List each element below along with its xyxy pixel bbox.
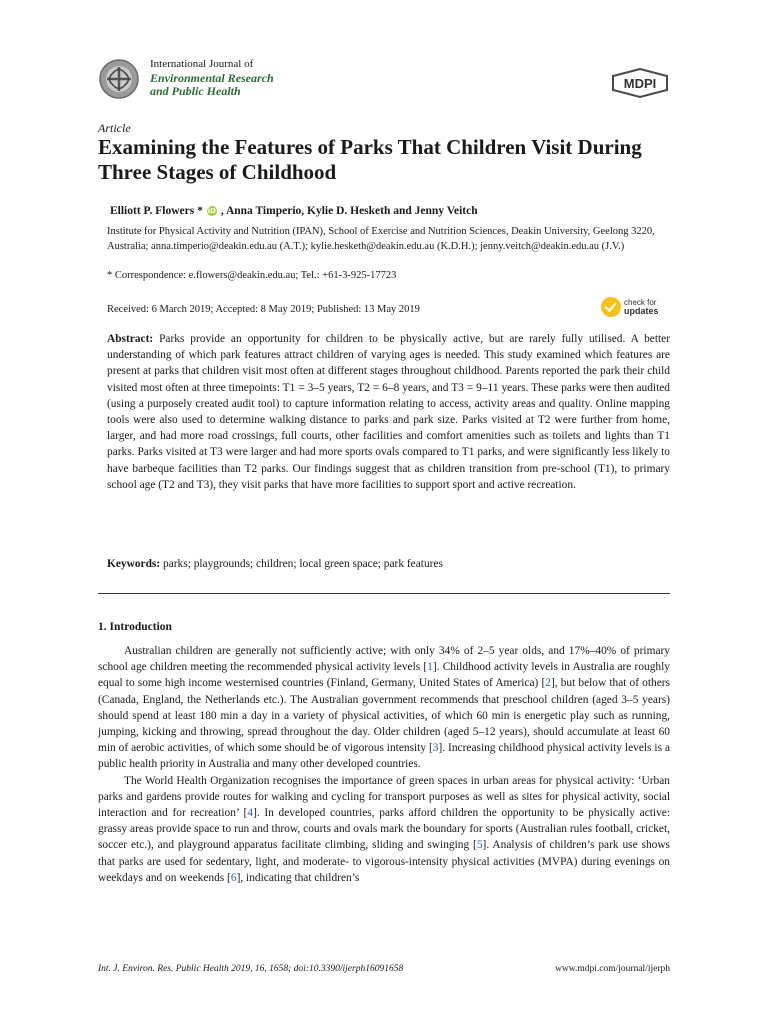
publisher-name: MDPI — [623, 76, 657, 91]
article-title: Examining the Features of Parks That Children Visit During Three Stages of Childhood — [98, 135, 642, 184]
paragraph-text: ], indicating that children’s — [236, 871, 360, 884]
keywords-label: Keywords: — [107, 558, 161, 570]
paragraph-text: ]. Increasing childhood physical activity levels is a public health priority in Australia and many other developed countries. — [98, 742, 670, 771]
orcid-icon[interactable]: iD — [207, 207, 216, 215]
paragraph-text: Australian children are generally not sufficiently active; with only 34% of 2–5 year olds, and 17%–40% of primary school age children meeting the recommended physical activity levels [ — [98, 645, 670, 674]
abstract-text: Parks provide an opportunity for children to be physically active, but are rarely fully utilised. A better understanding of which park features attract children of varying ages is needed. This study examined which features are present at parks that children visit most often at different stages throughout childhood. Parents reported the park their child visited most often at three timepoints: T1 = 3–5 years, T2 = 6–8 years, and T3 = 9–11 years. These parks were then audited (using a purposely created audit tool) to capture information relating to access, activity areas and quality. Online mapping tools were also used to determine walking distance to parks and park size. Parks visited at T2 were further from home, larger, and had more road crossings, full courts, other facilities and comfort amenities such as toilets and lights than T1 parks. Parks visited at T3 were larger and had more sports ovals compared to T1 parks, and were significantly less likely to have barbeque facilities than T2 parks. Our findings suggest that as children transition from pre-school (T1), to primary school age (T2 and T3), they visit parks that have more facilities to support sport and active recreation. — [107, 333, 670, 491]
citation-link[interactable]: 6 — [230, 871, 237, 884]
publication-dates: Received: 6 March 2019; Accepted: 8 May 2019; Published: 13 May 2019 — [107, 304, 420, 315]
citation-link[interactable]: 5 — [476, 839, 483, 852]
section-heading: 1. Introduction — [98, 621, 172, 633]
abstract-label: Abstract: — [107, 333, 154, 345]
check-icon — [601, 297, 621, 317]
check-updates-line2: updates — [624, 306, 659, 316]
abstract — [107, 331, 670, 493]
paragraph-text: The World Health Organization recognises the importance of green spaces in urban areas for physical activity: ‘Urban parks and gardens provide routes for walking and cycling for transport purposes as well as sites for physical activity, social interaction and for recreation’ [ — [98, 774, 670, 820]
journal-name-line3: and Public Health — [150, 84, 241, 98]
footer-citation: Int. J. Environ. Res. Public Health 2019, 16, 1658; doi:10.3390/ijerph16091658 — [98, 964, 404, 974]
section-divider — [98, 593, 670, 594]
mdpi-logo — [610, 68, 670, 98]
correspondence: * Correspondence: e.flowers@deakin.edu.au; Tel.: +61-3-925-17723 — [107, 270, 397, 281]
citation-link[interactable]: 2 — [545, 677, 551, 690]
footer-url[interactable]: www.mdpi.com/journal/ijerph — [555, 964, 670, 974]
citation-link[interactable]: 1 — [427, 661, 433, 674]
first-author: Elliott P. Flowers * — [110, 205, 203, 217]
journal-name-line2: Environmental Research — [150, 71, 274, 85]
journal-name — [150, 72, 274, 98]
check-updates-line1: check for — [624, 298, 657, 307]
paragraph — [98, 643, 670, 773]
check-for-updates-badge[interactable] — [601, 292, 673, 322]
journal-name-line1: International Journal of — [150, 58, 254, 70]
paragraph-text: ], but below that of others (Canada, England, the Netherlands etc.). The Australian government recommends that preschool children (aged 3–5 years) should spend at least 180 min a day in a variety of physical activities, of which 60 min is energetic play such as running, jumping, kicking and throwing, spread throughout the day. Older children (aged 5–12 years), should accumulate at least 60 min of aerobic activities, of which some should be of vigorous intensity [ — [98, 677, 670, 755]
paragraph-text: ]. In developed countries, parks afford children the opportunity to be physically active: grassy areas provide space to run and throw, courts and ovals mark the boundary for sports (Australian rules football, cricket, soccer etc.), and playground apparatus facilitate climbing, sliding and swinging [ — [98, 807, 671, 852]
paragraph-text: ]. Analysis of children’s park use shows that parks are used for sedentary, light, and moderate- to vigorous-intensity physical activities (MVPA) during evenings on weekdays and on weekends [ — [98, 839, 670, 884]
paragraph — [98, 773, 670, 886]
journal-logo-icon — [98, 58, 140, 100]
keywords — [107, 558, 670, 570]
citation-link[interactable]: 3 — [432, 742, 439, 755]
introduction-body — [98, 643, 670, 886]
affiliation: Institute for Physical Activity and Nutrition (IPAN), School of Exercise and Nutrition Sciences, Deakin University, Geelong 3220, Australia; anna.timperio@deakin.edu.au (A.T.); kylie.hesketh@deakin.edu.au (K.D.H.); jenny.veitch@deakin.edu.au (J.V.) — [107, 226, 655, 252]
check-updates-text — [624, 298, 659, 316]
paragraph-text: ]. Childhood activity levels in Australia are roughly equal to some high income westernised countries (Finland, Germany, United States of America) [ — [98, 661, 670, 690]
author-list — [110, 205, 478, 217]
citation-link[interactable]: 4 — [247, 807, 254, 820]
article-type: Article — [98, 121, 131, 135]
other-authors: , Anna Timperio, Kylie D. Hesketh and Jenny Veitch — [220, 205, 478, 217]
keywords-text: parks; playgrounds; children; local green space; park features — [163, 558, 443, 570]
